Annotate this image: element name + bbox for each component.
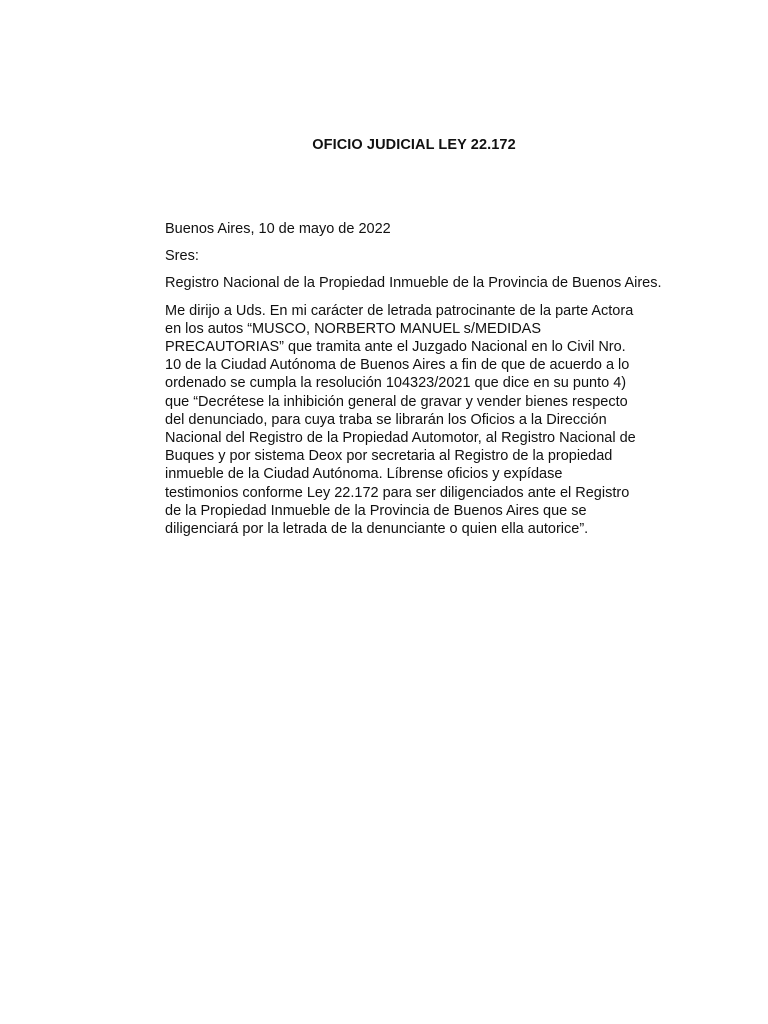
main-paragraph: Me dirijo a Uds. En mi carácter de letrada patrocinante de la parte Actora en los autos “MUSCO, NORBERTO MANUEL s/MEDIDAS PRECAUTORIAS” que tramita ante el Juzgado Nacional en lo Civil Nro. 10 de la Ciudad Autónoma de Buenos Aires a fin de que de acuerdo a lo ordenado se cumpla la resolución 104323/2021 que dice en su punto 4) que “Decrétese la inhibición general de gravar y vender bienes respecto del denunciado, para cuya traba se librarán los Oficios a la Dirección Nacional del Registro de la Propiedad Automotor, al Registro Nacional de Buques y por sistema Deox por secretaria al Registro de la propiedad inmueble de la Ciudad Autónoma. Líbrense oficios y expídase testimonios conforme Ley 22.172 para ser diligenciados ante el Registro de la Propiedad Inmueble de la Provincia de Buenos Aires que se diligenciará por la letrada de la denunciante o quien ella autorice”. [165, 302, 636, 538]
recipient: Registro Nacional de la Propiedad Inmueble de la Provincia de Buenos Aires. [165, 275, 662, 292]
salutation: Sres: [165, 248, 199, 265]
document-body [165, 220, 673, 547]
document-title: OFICIO JUDICIAL LEY 22.172 [312, 137, 516, 153]
date-line: Buenos Aires, 10 de mayo de 2022 [165, 221, 391, 237]
